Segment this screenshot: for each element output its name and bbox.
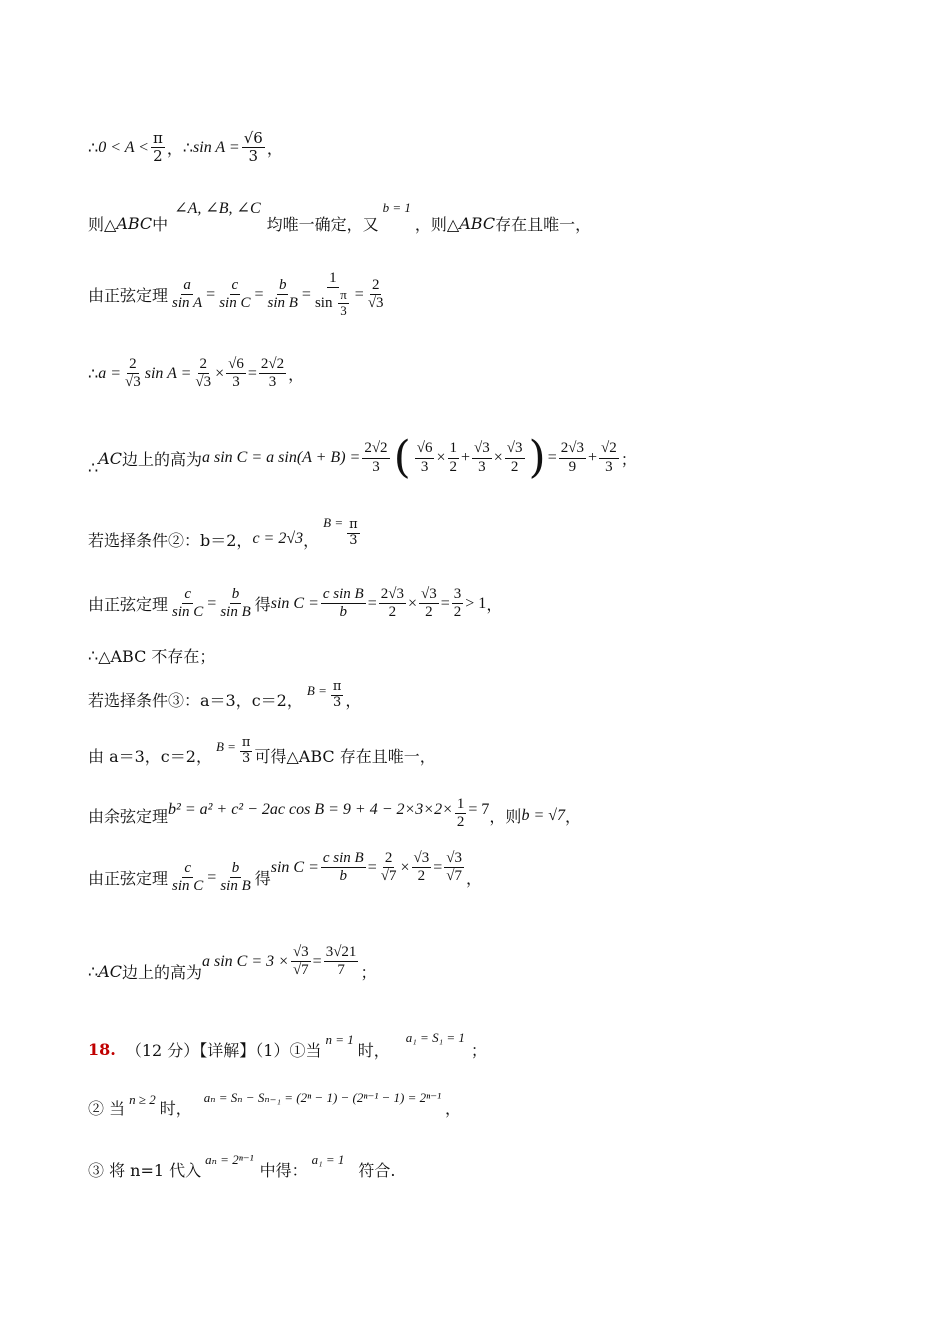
- line-8: ∴ △ABC 不存在；: [88, 647, 216, 666]
- therefore-symbol: ∴: [88, 139, 99, 157]
- angles: ∠A, ∠B, ∠C: [174, 199, 261, 217]
- line-4: ∴ a = $\frac{2}{√3}$ sin A = $\frac{2}{√3}$ × $\frac{√6}{3}$ = $\frac{2√2}{3}$ ，: [88, 356, 305, 391]
- inequality: 0 < A <: [98, 138, 149, 156]
- line-2: 则△ ABC 中 ∠A, ∠B, ∠C 均唯一确定，又 b = 1 ，则△ ABC 存在且唯一，: [88, 199, 592, 234]
- line-1: ∴ 0 < A < $\frac{\pi}{2}$ ， ∴ sin A = $\frac{√6}{3}$ ，: [88, 129, 283, 166]
- line-5: ∴ AC 边上的高为 a sin C = a sin(A + B) = $\frac{2√2}{3}$ ( $\frac{√6}{3}$ × $\frac{1}{2}$ + $\frac{√3}{3}$ × $\frac{√3}{2}$ ) = $\frac{2√3}{9}$ + $\frac{√2}{3}$ ；: [88, 432, 637, 483]
- question-number: 18.: [88, 1040, 116, 1059]
- line-13: ∴ AC 边上的高为 a sin C = 3 × $\frac{√3}{√7}$ = $\frac{3√21}{7}$ ；: [88, 944, 377, 983]
- line-3: 由正弦定理 $\frac{a}{\text{sin A}}$ = $\frac{c}{\text{sin C}}$ = $\frac{b}{\text{sin B}}$ = 1 sin $\frac{\pi}{3}$ = $\frac{2}{√3}$: [88, 270, 384, 319]
- line-11: 由余弦定理 b² = a² + c² − 2ac cos B = 9 + 4 − 2×3×2× $\frac{1}{2}$ = 7 ，则 b = √7 ，: [88, 796, 582, 831]
- fraction-pi-over-2: $\frac{\pi}{2}$: [152, 129, 163, 166]
- line-16: ③ 将 n=1 代入 aₙ = 2ⁿ⁻¹ 中得： a₁ = 1 符合.: [88, 1151, 396, 1180]
- line-10: 由 a＝3，c＝2， B = $\frac{\pi}{3}$ 可得△ABC 存在且唯一，: [88, 735, 436, 766]
- line-6: 若选择条件②：b＝2， c = 2√3 ， B = $\frac{\pi}{3}$: [88, 515, 358, 550]
- line-14: 18. （12 分）【详解】（1）①当 n = 1 时， a₁ = S₁ = 1 ；: [88, 1029, 487, 1060]
- line-12: 由正弦定理 $\frac{c}{\text{sin C}}$ = $\frac{b}{\text{sin B}}$ 得 sin C = $\frac{\text{c sin B}}{b}$ = $\frac{2}{√7}$ × $\frac{√3}{2}$ = $\frac{√3}{√7}$ ，: [88, 850, 483, 895]
- line-15: ② 当 n ≥ 2 时， aₙ = Sₙ − Sₙ₋₁ = (2ⁿ − 1) − (2ⁿ⁻¹ − 1) = 2ⁿ⁻¹ ，: [88, 1089, 461, 1118]
- fraction-sqrt6-over-3: $\frac{√6}{3}$: [243, 129, 263, 166]
- line-7: 由正弦定理 $\frac{c}{\text{sin C}}$ = $\frac{b}{\text{sin B}}$ 得 sin C = $\frac{\text{c sin B}}{b}$ = $\frac{2√3}{2}$ × $\frac{√3}{2}$ = $\frac{3}{2}$ > 1 ，: [88, 586, 503, 621]
- line-9: 若选择条件③：a＝3，c＝2， B = $\frac{\pi}{3}$ ，: [88, 679, 362, 710]
